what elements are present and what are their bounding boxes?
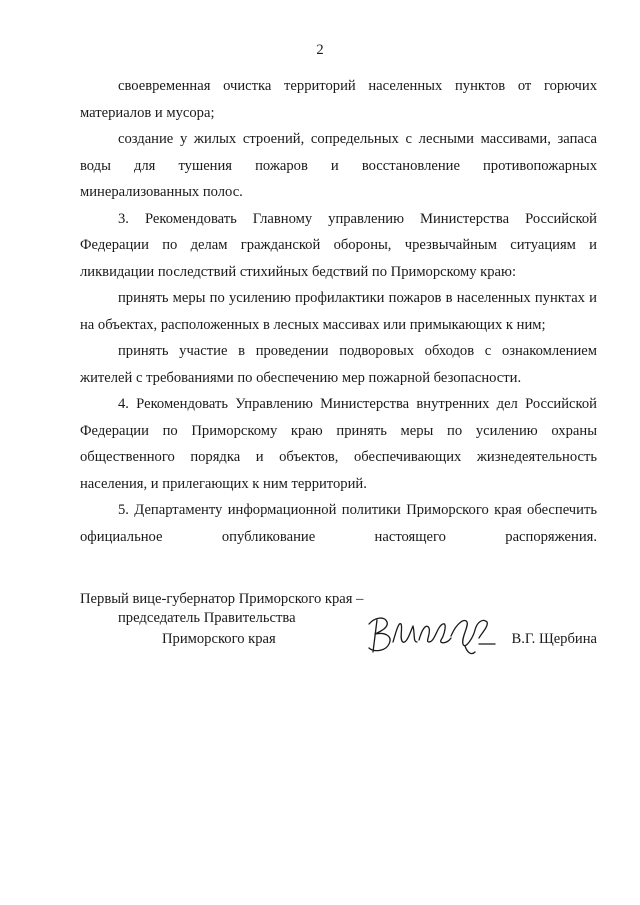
paragraph-fire-prevention: принять меры по усилению профилактики пожаров в населенных пунктах и на объектах, расположенных в лесных массивах или примыкающих к ним; <box>80 290 597 333</box>
signatory-title-line3: Приморского края <box>162 631 276 647</box>
document-body <box>80 73 597 550</box>
handwritten-signature <box>363 608 498 660</box>
page-number: 2 <box>316 42 324 58</box>
paragraph-internal-affairs: 4. Рекомендовать Управлению Министерства внутренних дел Российской Федерации по Приморскому краю принять меры по усилению охраны общественного порядка и объектов, обеспечивающих жизнедеятельность населения, и прилегающих к ним территорий. <box>80 396 597 492</box>
paragraph-publication: 5. Департаменту информационной политики Приморского края обеспечить официальное опубликование настоящего распоряжения. <box>80 502 597 545</box>
signature-block <box>80 590 597 680</box>
paragraph-water-reserve: создание у жилых строений, сопредельных с лесными массивами, запаса воды для тушения пожаров и восстановление противопожарных минерализованных полос. <box>80 131 597 200</box>
paragraph-door-to-door: принять участие в проведении подворовых обходов с ознакомлением жителей с требованиями по обеспечению мер пожарной безопасности. <box>80 343 597 386</box>
signatory-title-line2: председатель Правительства <box>118 610 296 626</box>
paragraph-cleaning: своевременная очистка территорий населенных пунктов от горючих материалов и мусора; <box>80 78 597 121</box>
paragraph-emergency-ministry: 3. Рекомендовать Главному управлению Министерства Российской Федерации по делам гражданской обороны, чрезвычайным ситуациям и ликвидации последствий стихийных бедствий по Приморскому краю: <box>80 210 597 280</box>
signatory-title-line1: Первый вице-губернатор Приморского края – <box>80 591 364 607</box>
signatory-name: В.Г. Щербина <box>511 631 597 647</box>
